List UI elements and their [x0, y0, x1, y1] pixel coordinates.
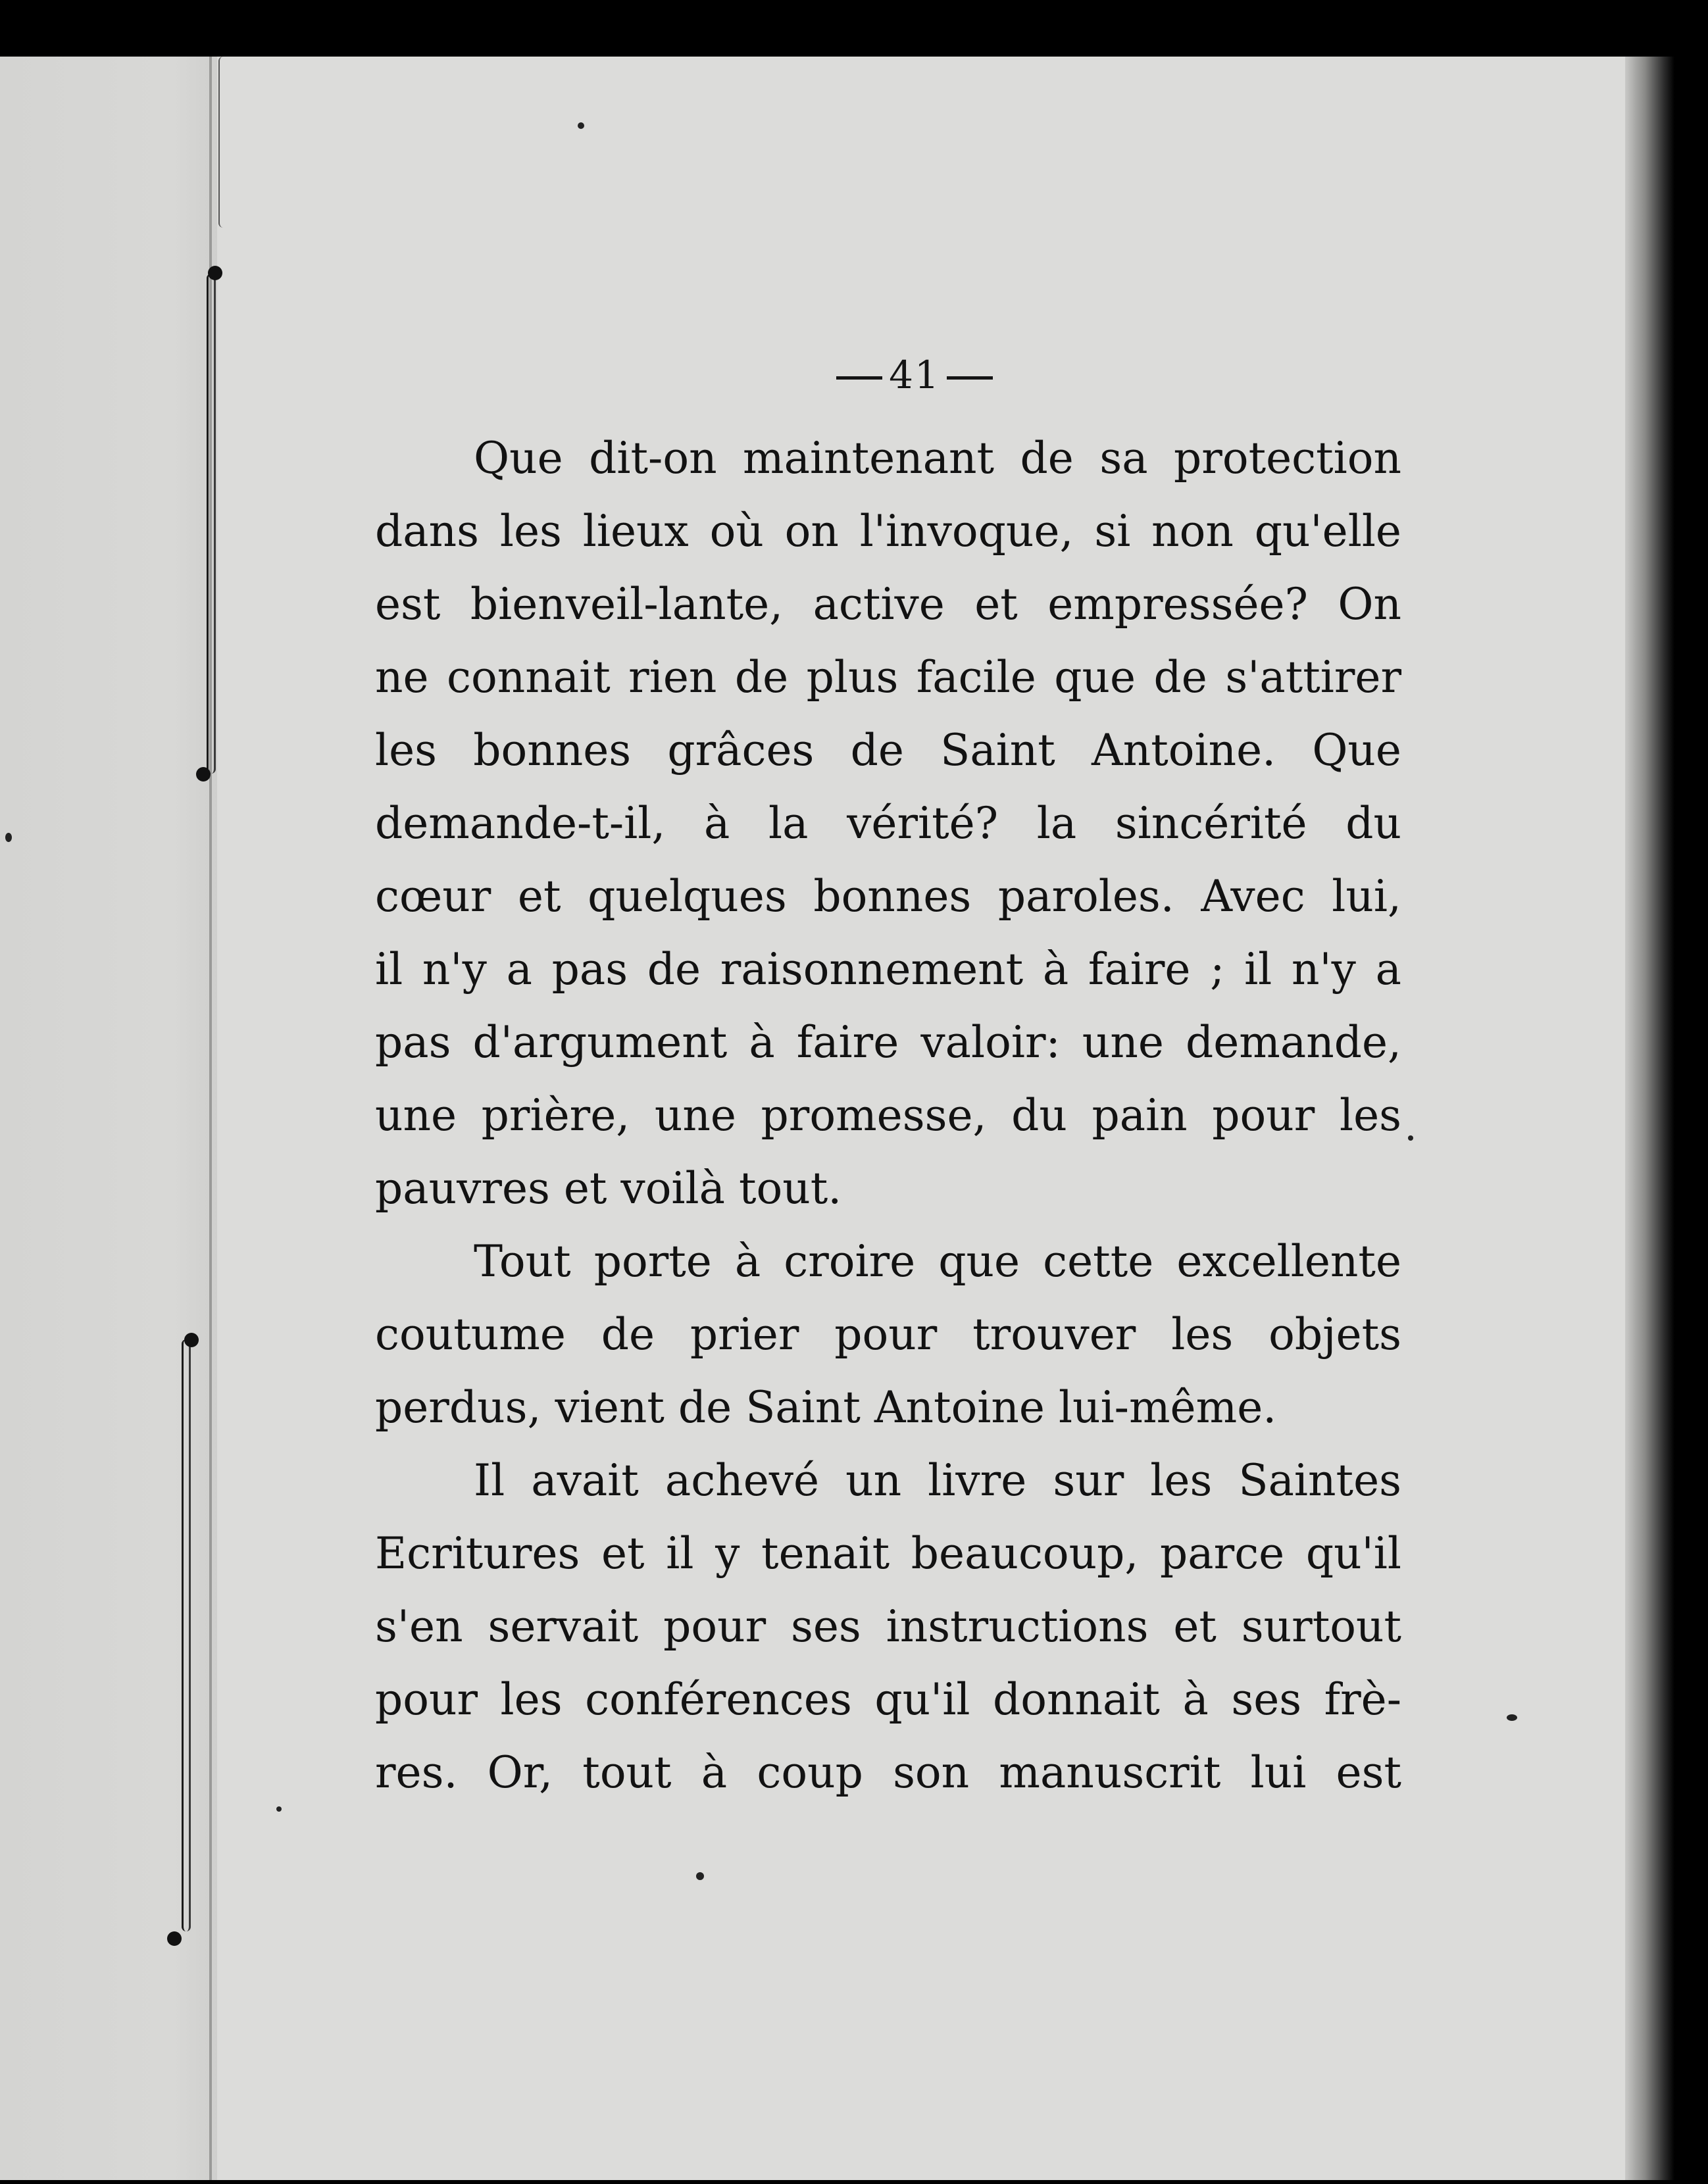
page-edge-shadow	[1625, 57, 1674, 2180]
page-number-dash	[947, 376, 993, 380]
binding-thread	[182, 1339, 191, 1931]
text-line: dans les lieux où on l'invoque, si non qu'elle	[375, 506, 1401, 557]
body-text	[375, 422, 1401, 1809]
page-number	[816, 353, 1013, 397]
text-line: Tout porte à croire que cette excellente	[474, 1236, 1401, 1287]
text-line: pas d'argument à faire valoir: une demande,	[375, 1017, 1401, 1068]
text-line: cœur et quelques bonnes paroles. Avec lui,	[375, 871, 1401, 922]
text-line: ne connait rien de plus facile que de s'attirer	[375, 652, 1401, 703]
ink-speck	[1507, 1714, 1517, 1721]
ink-speck	[1408, 1135, 1413, 1141]
binding-knot	[208, 266, 222, 280]
text-line: Il avait achevé un livre sur les Saintes	[474, 1455, 1401, 1506]
text-line: res. Or, tout à coup son manuscrit lui est	[375, 1747, 1401, 1798]
text-line: perdus, vient de Saint Antoine lui-même.	[375, 1382, 1277, 1433]
text-line: s'en servait pour ses instructions et surtout	[375, 1601, 1401, 1652]
text-line: il n'y a pas de raisonnement à faire ; il n'y a	[375, 944, 1401, 995]
text-line: Que dit-on maintenant de sa protection	[474, 433, 1401, 484]
binding-thread	[218, 57, 228, 228]
text-line: Ecritures et il y tenait beaucoup, parce qu'il	[375, 1528, 1401, 1579]
text-line: une prière, une promesse, du pain pour les	[375, 1090, 1401, 1141]
page-number-text: 41	[889, 353, 940, 397]
book-page	[0, 57, 1674, 2180]
text-line: les bonnes grâces de Saint Antoine. Que	[375, 725, 1401, 776]
binding-thread	[207, 274, 216, 774]
ink-speck	[276, 1806, 282, 1812]
text-line: est bienveil-lante, active et empressée? On	[375, 579, 1401, 630]
page-number-dash	[836, 376, 882, 380]
text-line: demande-t-il, à la vérité? la sincérité du	[375, 798, 1401, 849]
ink-speck	[696, 1872, 704, 1880]
ink-speck	[578, 122, 584, 129]
ink-speck	[5, 833, 12, 842]
text-line: pauvres et voilà tout.	[375, 1163, 842, 1214]
binding-knot	[184, 1333, 199, 1347]
binding-knot	[196, 767, 211, 782]
text-line: coutume de prier pour trouver les objets	[375, 1309, 1401, 1360]
text-line: pour les conférences qu'il donnait à ses frè-	[375, 1674, 1401, 1725]
binding-knot	[167, 1931, 182, 1946]
